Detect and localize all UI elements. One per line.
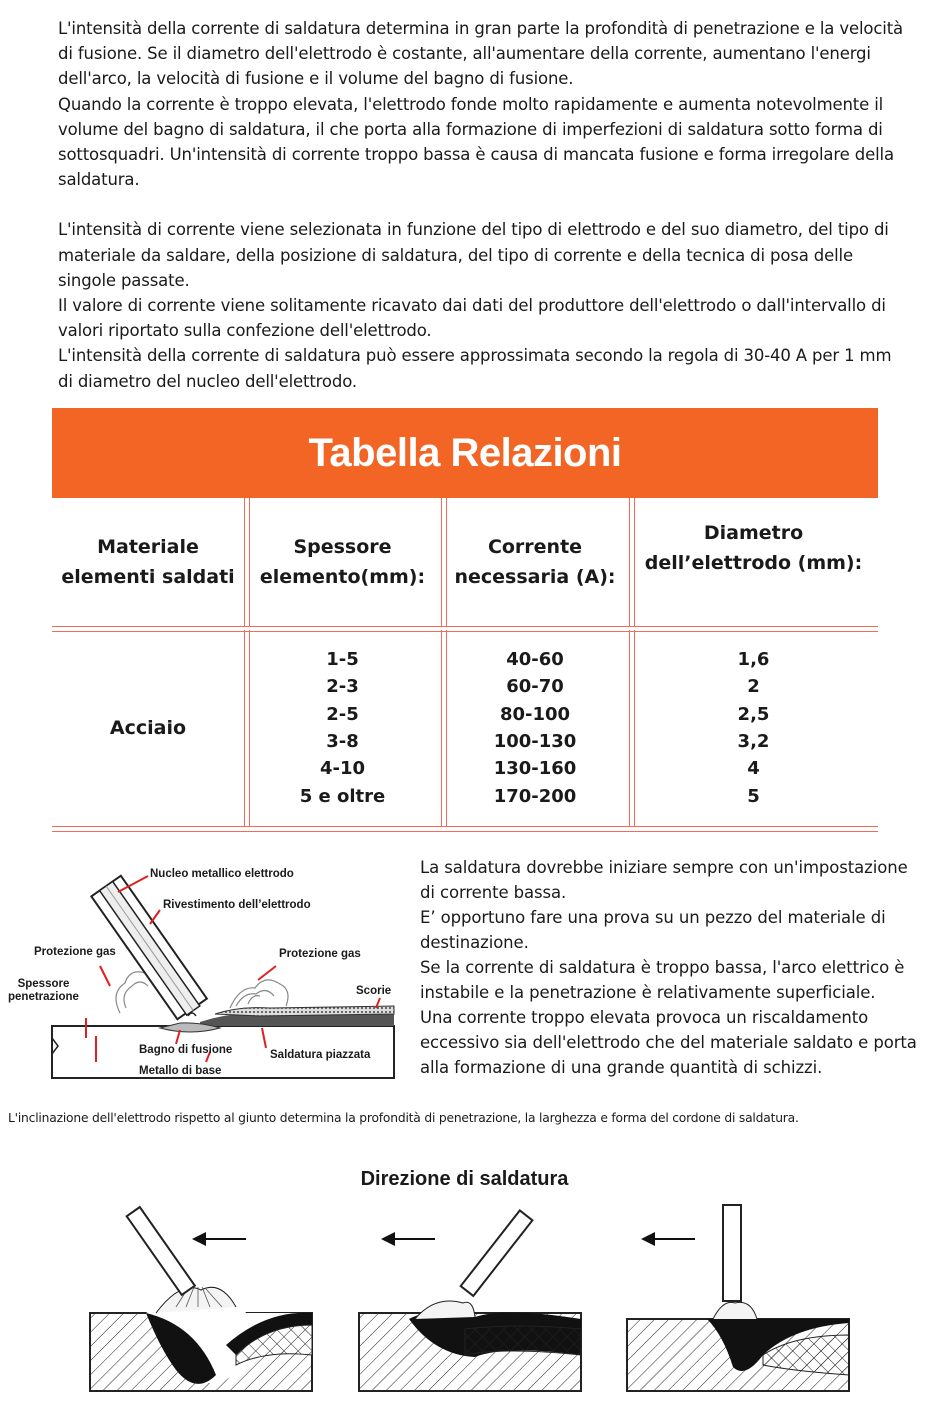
diameter-value: 3,2 [737, 731, 770, 752]
column-divider [441, 630, 447, 826]
label-deposit: Saldatura piazzata [270, 1049, 371, 1061]
side-paragraph: Se la corrente di saldatura è troppo bassa, l'arco elettrico è instabile e la penetrazione è relativamente superficiale. [420, 958, 905, 1002]
column-divider [244, 498, 250, 626]
header-thickness: Spessore elemento(mm): [259, 536, 426, 588]
label-gas-right: Protezione gas [279, 948, 361, 960]
current-cell [441, 630, 629, 826]
direction-arrow-icon [641, 1232, 655, 1246]
column-divider [441, 498, 447, 626]
header-diameter: Diametro dell’elettrodo (mm): [644, 522, 863, 574]
current-value: 170-200 [493, 785, 577, 807]
header-current: Corrente necessaria (A): [454, 536, 616, 588]
diameter-value: 1,6 [737, 648, 770, 670]
thickness-value: 4-10 [319, 758, 366, 780]
column-divider [244, 630, 250, 826]
inclination-note: L'inclinazione dell'elettrodo rispetto al giunto determina la profondità di penetrazione, la larghezza e forma del cordone di saldatura. [8, 1111, 799, 1125]
direction-arrow-icon [381, 1232, 395, 1246]
diameter-cell [629, 630, 878, 826]
current-value: 80-100 [499, 703, 571, 725]
current-value: 100-130 [493, 731, 577, 752]
diameter-value: 2,5 [737, 703, 770, 725]
intro-paragraph: Il valore di corrente viene solitamente ricavato dai dati del produttore dell'elettrodo o dall'intervallo di valori riportato sulla confezione dell'elettrodo. [58, 296, 886, 341]
table-header-row [52, 498, 878, 626]
side-paragraph: La saldatura dovrebbe iniziare sempre con un'impostazione di corrente bassa. [420, 858, 908, 902]
label-gas-left: Protezione gas [34, 946, 116, 958]
relations-table [52, 408, 878, 830]
direction-title: Direzione di saldatura [360, 1168, 569, 1190]
direction-arrow-icon [192, 1232, 206, 1246]
material-cell: Acciaio [109, 717, 187, 739]
column-divider [629, 630, 635, 826]
current-value: 130-160 [493, 758, 577, 780]
weld-diagram-forehand [355, 1195, 585, 1395]
weld-diagram-backhand [86, 1195, 316, 1395]
label-base: Metallo di base [139, 1065, 222, 1077]
label-core: Nucleo metallico elettrodo [150, 868, 294, 880]
thickness-value: 5 e oltre [299, 785, 386, 807]
thickness-cell [244, 630, 441, 826]
table-title: Tabella Relazioni [52, 408, 878, 498]
row-divider [52, 826, 878, 832]
label-coating: Rivestimento dell’elettrodo [163, 899, 311, 911]
thickness-value: 2-3 [326, 676, 359, 698]
label-pool: Bagno di fusione [139, 1044, 233, 1056]
thickness-value: 1-5 [326, 648, 359, 670]
side-text [420, 855, 920, 1080]
thickness-value: 2-5 [326, 703, 359, 725]
diameter-value: 4 [747, 758, 760, 780]
intro-paragraph: L'intensità di corrente viene selezionata in funzione del tipo di elettrodo e del suo diametro, del tipo di materiale da saldare, della posizione di saldatura, del tipo di corrente e della tecnica di posa delle singole passate. [58, 220, 889, 290]
label-penetration: Spessore penetrazione [8, 978, 79, 1003]
weld-diagram-vertical [623, 1195, 853, 1395]
thickness-value: 3-8 [326, 731, 359, 752]
diameter-value: 2 [747, 676, 760, 698]
intro-paragraph: L'intensità della corrente di saldatura determina in gran parte la profondità di penetrazione e la velocità di fusione. Se il diametro dell'elettrodo è costante, all'aumentare della corrente, aumentano l'energi dell'arco, la velocità di fusione e il volume del bagno di fusione. [58, 19, 903, 89]
intro-paragraph: L'intensità della corrente di saldatura può essere approssimata secondo la regola di 30-40 A per 1 mm di diametro del nucleo dell'elettrodo. [58, 346, 892, 391]
side-paragraph: E’ opportuno fare una prova su un pezzo del materiale di destinazione. [420, 908, 886, 952]
column-divider [629, 498, 635, 626]
welding-diagram [0, 838, 410, 1088]
current-value: 40-60 [506, 648, 564, 670]
side-paragraph: Una corrente troppo elevata provoca un riscaldamento eccessivo sia dell'elettrodo che del materiale saldato e porta alla formazione di una grande quantità di schizzi. [420, 1008, 917, 1077]
label-slag: Scorie [356, 985, 392, 997]
current-value: 60-70 [506, 676, 564, 698]
table-body-row [52, 630, 878, 826]
intro-text [58, 16, 908, 394]
diameter-value: 5 [747, 785, 760, 807]
header-material: Materiale elementi saldati [61, 536, 235, 588]
intro-paragraph: Quando la corrente è troppo elevata, l'elettrodo fonde molto rapidamente e aumenta notevolmente il volume del bagno di saldatura, il che porta alla formazione di imperfezioni di saldatura sotto forma di sottosquadri. Un'intensità di corrente troppo bassa è causa di mancata fusione e forma irregolare della saldatura. [58, 94, 894, 190]
